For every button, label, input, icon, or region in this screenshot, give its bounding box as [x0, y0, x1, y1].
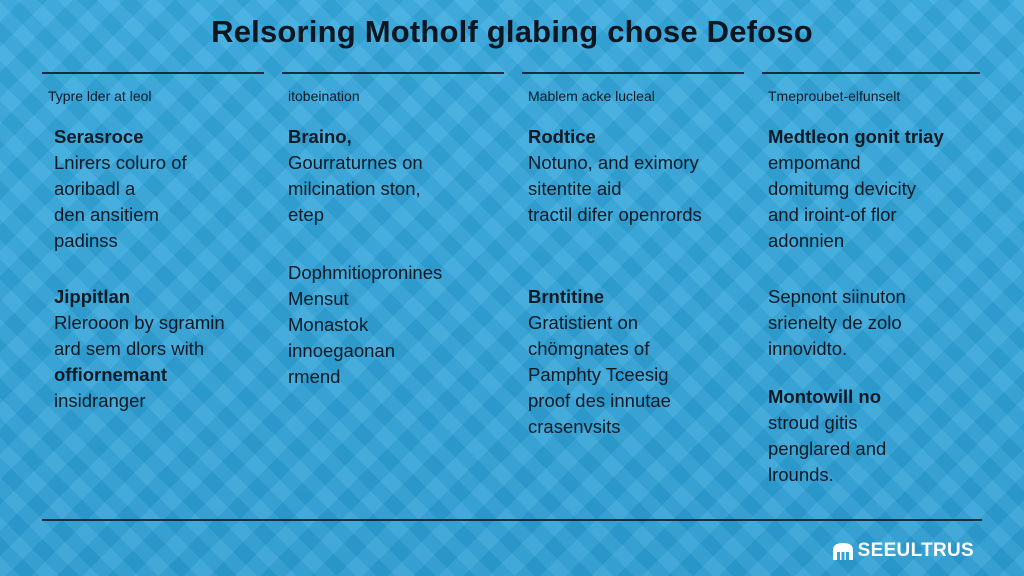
bottom-divider	[42, 519, 982, 521]
column-divider	[282, 72, 504, 74]
block-line: tractil difer openrords	[528, 204, 702, 225]
text-block	[54, 124, 187, 254]
block-line: and iroint-of flor	[768, 204, 897, 225]
column-divider	[762, 72, 980, 74]
block-line: Gourraturnes on	[288, 152, 423, 173]
block-line: sitentite aid	[528, 178, 622, 199]
block-line: offiornemant	[54, 364, 168, 385]
block-line: domitumg devicity	[768, 178, 917, 199]
block-line: milcination ston,	[288, 178, 421, 199]
column-4	[762, 72, 980, 492]
block-line: insidranger	[54, 390, 146, 411]
block-line: Rlerooon by sgramin	[54, 312, 225, 333]
block-line: Mensut	[288, 288, 349, 309]
block-line: innoegaonan	[288, 340, 395, 361]
column-2	[282, 72, 504, 492]
block-line: stroud gitis	[768, 412, 858, 433]
column-header: Tmeproubet-elfunselt	[768, 88, 901, 104]
column-divider	[42, 72, 264, 74]
block-title: Jippitlan	[54, 286, 131, 307]
column-3	[522, 72, 744, 492]
block-title: Brntitine	[528, 286, 605, 307]
block-title: Montowill no	[768, 386, 882, 407]
block-line: ard sem dlors with	[54, 338, 205, 359]
block-line: innovidto.	[768, 338, 848, 359]
text-block	[768, 284, 906, 362]
block-line: padinss	[54, 230, 118, 251]
block-line: Pamphty Tceesig	[528, 364, 669, 385]
block-line: chömgnates of	[528, 338, 650, 359]
column-divider	[522, 72, 744, 74]
text-block	[288, 260, 442, 390]
brand-logo	[832, 540, 974, 562]
block-title: Braino,	[288, 126, 352, 147]
block-title: Medtleon gonit triay	[768, 126, 944, 147]
block-line: Monastok	[288, 314, 369, 335]
text-block	[528, 284, 671, 440]
block-title: Dophmitiopronines	[288, 262, 443, 283]
column-header: itobeination	[288, 88, 360, 104]
text-block	[288, 124, 423, 228]
building-icon	[832, 541, 854, 561]
column-header: Mablem acke lucleal	[528, 88, 655, 104]
text-block	[528, 124, 702, 228]
slide-title: Relsoring Motholf glabing chose Defoso	[211, 14, 813, 49]
text-block	[54, 284, 225, 414]
text-block	[768, 384, 886, 488]
block-line: Notuno, and eximory	[528, 152, 699, 173]
block-line: Lnirers coluro of	[54, 152, 187, 173]
block-line: srienelty de zolo	[768, 312, 902, 333]
block-line: empomand	[768, 152, 861, 173]
block-title: Sepnont siinuton	[768, 286, 906, 307]
block-line: lrounds.	[768, 464, 834, 485]
block-line: crasenvsits	[528, 416, 621, 437]
column-1	[42, 72, 264, 492]
block-line: Gratistient on	[528, 312, 639, 333]
block-line: adonnien	[768, 230, 845, 251]
block-line: aoribadl a	[54, 178, 136, 199]
block-line: proof des innutae	[528, 390, 671, 411]
text-block	[768, 124, 944, 254]
block-title: Rodtice	[528, 126, 596, 147]
block-line: den ansitiem	[54, 204, 159, 225]
block-line: etep	[288, 204, 325, 225]
brand-name: SEEULTRUS	[857, 540, 974, 561]
column-header: Typre lder at leol	[48, 88, 152, 104]
block-title: Serasroce	[54, 126, 144, 147]
block-line: penglared and	[768, 438, 887, 459]
block-line: rmend	[288, 366, 341, 387]
